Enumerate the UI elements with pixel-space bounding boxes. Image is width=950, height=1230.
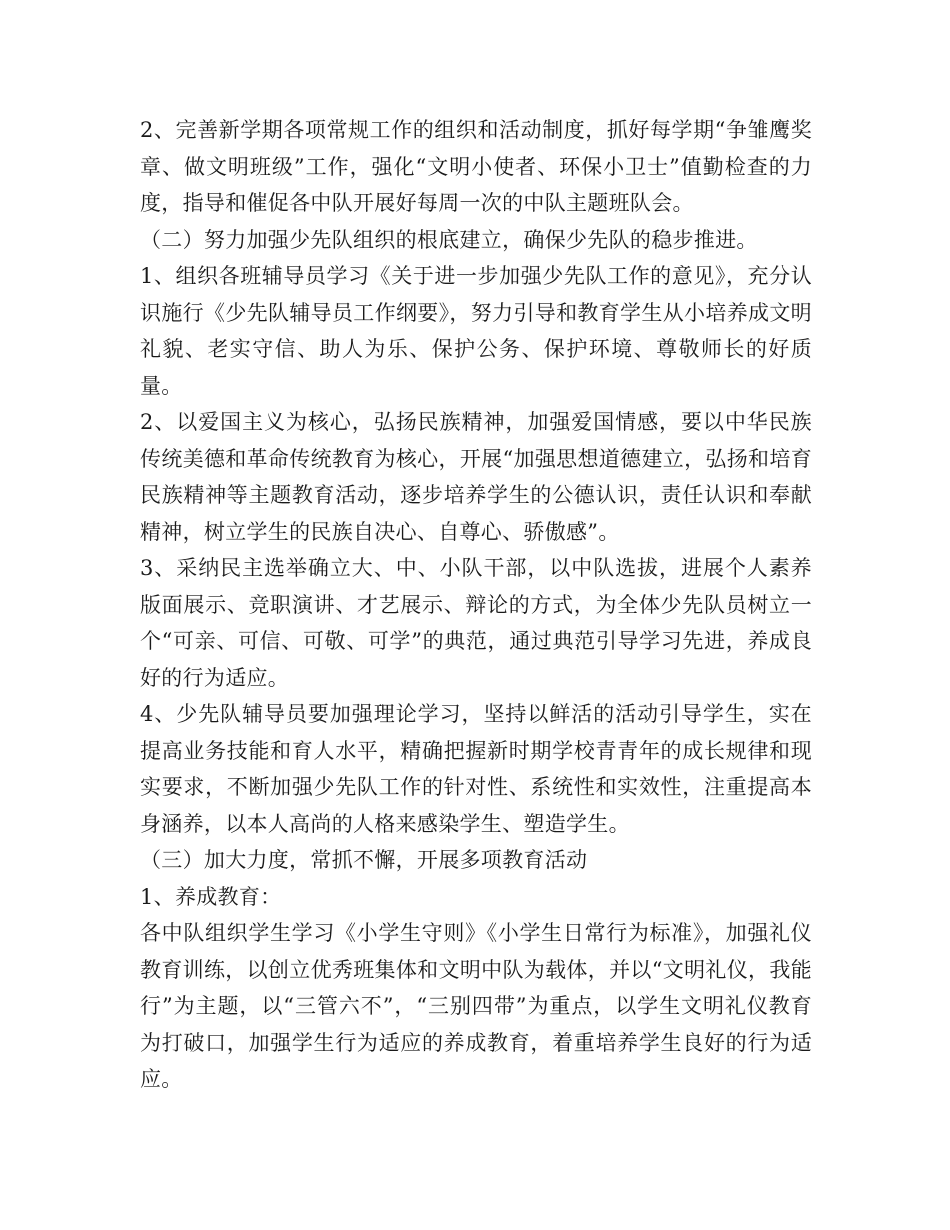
paragraph-item-2-routine-work: 2、完善新学期各项常规工作的组织和活动制度，抓好每学期“争雏鹰奖章、做文明班级”工作，强化“文明小使者、环保小卫士”值勤检查的力度，指导和催促各中队开展好每周一次的中队主题班队会。 [140,118,812,215]
paragraph-item-1-counselor-study: 1、组织各班辅导员学习《关于进一步加强少先队工作的意见》，充分认识施行《少先队辅导员工作纲要》，努力引导和教育学生从小培养成文明礼貌、老实守信、助人为乐、保护公务、保护环境、尊敬师长的好质量。 [140,264,812,398]
paragraph-item-3-election: 3、采纳民主选举确立大、中、小队干部，以中队选拔，进展个人素养版面展示、竞职演讲、才艺展示、辩论的方式，为全体少先队员树立一个“可亲、可信、可敬、可学”的典范，通过典范引导学习先进，养成良好的行为适应。 [140,556,812,690]
document-page [140,112,812,1098]
paragraph-item-4-theory-study: 4、少先队辅导员要加强理论学习，坚持以鲜活的活动引导学生，实在提高业务技能和育人水平，精确把握新时期学校青青年的成长规律和现实要求，不断加强少先队工作的针对性、系统性和实效性，注重提高本身涵养，以本人高尚的人格来感染学生、塑造学生。 [140,702,812,836]
section-heading-2: （二）努力加强少先队组织的根底建立，确保少先队的稳步推进。 [140,227,758,252]
paragraph-item-1-habit-education: 1、养成教育： [140,884,282,909]
paragraph-habit-education-body: 各中队组织学生学习《小学生守则》《小学生日常行为标准》，加强礼仪教育训练，以创立优秀班集体和文明中队为载体，并以“文明礼仪，我能行”为主题，以“三管六不”，“三别四带”为重点，以学生文明礼仪教育为打破口，加强学生行为适应的养成教育，着重培养学生良好的行为适应。 [140,921,812,1091]
section-heading-3: （三）加大力度，常抓不懈，开展多项教育活动 [140,848,588,872]
paragraph-item-2-patriotism: 2、以爱国主义为核心，弘扬民族精神，加强爱国情感，要以中华民族传统美德和革命传统教育为核心，开展“加强思想道德建立，弘扬和培育民族精神等主题教育活动，逐步培养学生的公德认识，责任认识和奉献精神，树立学生的民族自决心、自尊心、骄傲感”。 [140,410,812,544]
